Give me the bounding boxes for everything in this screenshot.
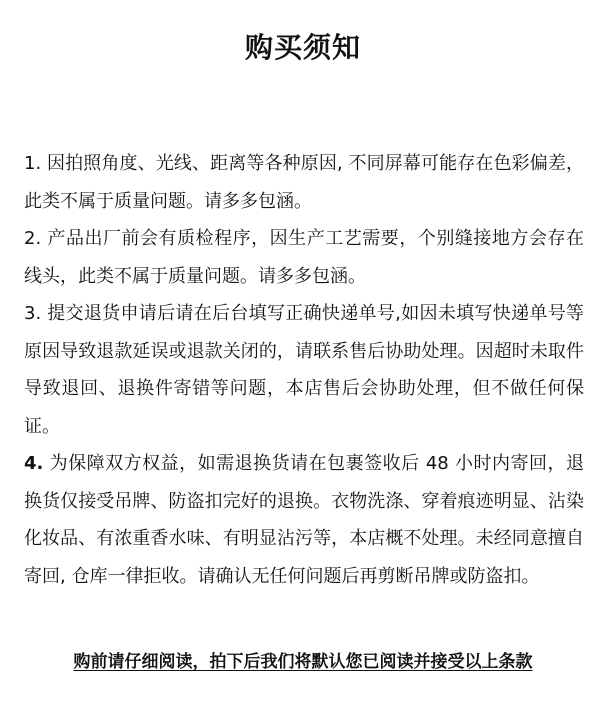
item-text: 为保障双方权益，如需退换货请在包裹签收后 48 小时内寄回，退换货仅接受吊牌、防盗扣完好的退换。衣物洗涤、穿着痕迹明显、沾染化妆品、有浓重香水味、有明显沾污等，本店概不处理。未经同意擅自寄回, 仓库一律拒收。请确认无任何问题后再剪断吊牌或防盗扣。 [24, 453, 584, 587]
item-number: 2. [24, 228, 42, 249]
item-number: 1. [24, 153, 42, 174]
notice-item-3 [24, 295, 584, 445]
page-title: 购买须知 [244, 31, 361, 64]
notice-list [24, 145, 584, 595]
item-text: 提交退货申请后请在后台填写正确快递单号,如因未填写快递单号等原因导致退款延误或退款关闭的，请联系售后协助处理。因超时未取件导致退回、退换件寄错等问题，本店售后会协助处理，但不做任何保证。 [24, 303, 585, 437]
item-text: 因拍照角度、光线、距离等各种原因, 不同屏幕可能存在色彩偏差，此类不属于质量问题。请多多包涵。 [24, 153, 584, 212]
item-number: 3. [24, 303, 42, 324]
item-text: 产品出厂前会有质检程序，因生产工艺需要，个别缝接地方会存在线头，此类不属于质量问题。请多多包涵。 [24, 228, 584, 287]
item-number: 4. [24, 453, 44, 474]
notice-item-2 [24, 220, 584, 295]
notice-item-1 [24, 145, 584, 220]
footer-notice: 购前请仔细阅读，拍下后我们将默认您已阅读并接受以上条款 [73, 652, 533, 672]
notice-item-4 [24, 445, 584, 595]
